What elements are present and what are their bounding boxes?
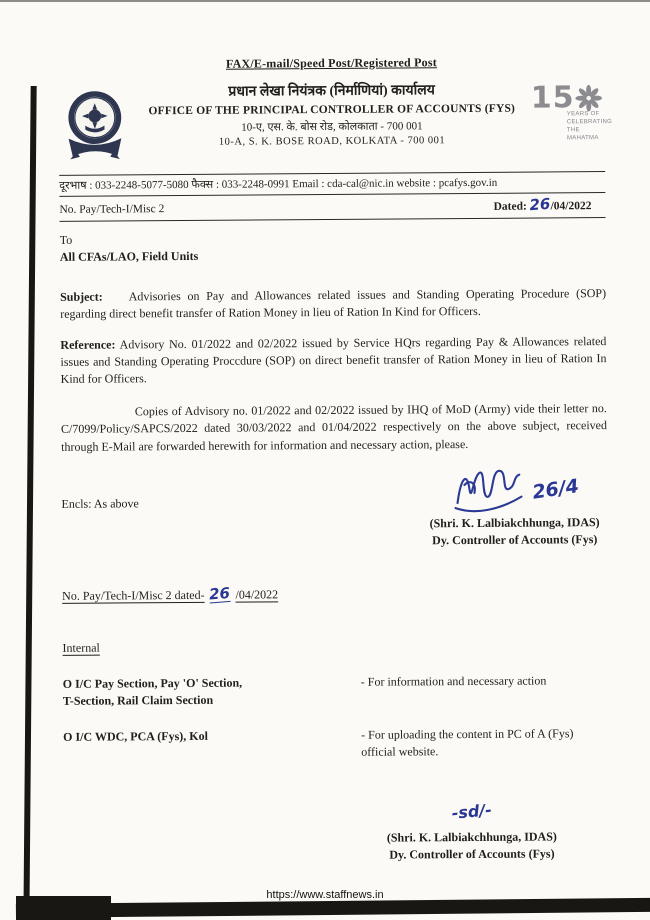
- distribution-purpose: - For uploading the content in PC of A (Fys) official website.: [361, 725, 574, 759]
- reference-row: [59, 193, 605, 222]
- reference-label: Reference:: [60, 337, 116, 352]
- contact-line: दूरभाष : 033-2248-5077-5080 फैक्स : 033-2248-0991 Email : cda-cal@nic.in website : pcafys.gov.in: [59, 171, 605, 197]
- signatory-designation: Dy. Controller of Accounts (Fys): [389, 846, 555, 862]
- reference-text: Advisory No. 01/2022 and 02/2022 issued by Service HQrs regarding Pay & Allowances related issues and Standing Operating Proccdure (SOP) on direct benefit transfer of Ration Money in lieu of Ration In Kind for Officers.: [60, 333, 607, 387]
- distribution-addressee: O I/C Pay Section, Pay 'O' Section, T-Section, Rail Claim Section: [62, 675, 243, 709]
- subject-text: Advisories on Pay and Allowances related issues and Standing Operating Procedure (SOP) regarding direct benefit transfer of Ration Money in lieu of Ration In Kind for Officers.: [60, 285, 607, 322]
- to-label: To: [59, 232, 73, 247]
- enclosures-note: Encls: As above: [61, 496, 139, 511]
- body-paragraph: Copies of Advisory no. 01/2022 and 02/2022 issued by IHQ of MoD (Army) vide their letter no. C/7099/Policy/SAPCS/2022 dated 30/03/2022 and 01/04/2022 respectively on the above subject, received through E-Mail are forwarded herewith for information and necessary action, please.: [60, 400, 608, 454]
- flower-icon: [574, 84, 602, 112]
- signatory-name: (Shri. K. Lalbiakchhunga, IDAS): [386, 828, 557, 845]
- handwritten-signature-date: 26/4: [530, 475, 580, 504]
- file-number: No. Pay/Tech-I/Misc 2: [59, 203, 165, 216]
- second-signature-block: [352, 800, 592, 865]
- badge-number: 15: [530, 80, 575, 116]
- endorsement-reference: [62, 581, 608, 607]
- distribution-addressee: O I/C WDC, PCA (Fys), Kol: [63, 728, 208, 744]
- letter-body: [60, 228, 610, 866]
- office-name-hindi: प्रधान लेखा नियंत्रक (निर्माणियां) कार्यालय: [228, 83, 435, 100]
- dated-label: Dated:: [493, 200, 527, 213]
- endorsement-ref-prefix: No. Pay/Tech-I/Misc 2 dated-: [62, 587, 205, 603]
- handwritten-day: 26: [529, 194, 552, 215]
- department-seal-icon: [59, 84, 136, 170]
- office-name-english: OFFICE OF THE PRINCIPAL CONTROLLER OF ACCOUNTS (FYS): [148, 102, 516, 118]
- subject-label: Subject:: [60, 289, 103, 304]
- enclosure-signature-row: [61, 462, 608, 553]
- internal-heading: Internal: [62, 641, 100, 656]
- delivery-modes-heading: FAX/E-mail/Speed Post/Registered Post: [225, 55, 437, 71]
- signatory-name: (Shri. K. Lalbiakchhunga, IDAS): [429, 515, 600, 531]
- reference-paragraph: [60, 333, 606, 389]
- endorsement-dated-rest: /04/2022: [235, 587, 279, 602]
- subject-paragraph: [60, 285, 606, 324]
- signature-scribble-icon: [450, 463, 528, 516]
- dated-field: [494, 195, 606, 214]
- addressee: All CFAs/LAO, Field Units: [59, 249, 199, 265]
- distribution-row: [63, 672, 609, 711]
- signatory-designation: Dy. Controller of Accounts (Fys): [432, 532, 598, 548]
- sd-mark: -sd/-: [450, 800, 493, 824]
- badge-caption: YEARS OF CELEBRATING THE MAHATMA: [566, 111, 613, 142]
- distribution-row: [63, 725, 609, 764]
- letterhead-text: [135, 82, 529, 151]
- signature-block: [429, 462, 600, 550]
- mahatma-150-logo: [529, 80, 613, 143]
- watermark-url: https://www.staffnews.in: [266, 889, 384, 901]
- distribution-purpose: - For information and necessary action: [360, 673, 547, 689]
- endorsement-handwritten-day: 26: [208, 583, 232, 604]
- letterhead: [59, 80, 613, 170]
- office-address-hindi: 10-ए, एस. के. बोस रोड, कोलकाता - 700 001: [241, 120, 423, 134]
- dated-rest: /04/2022: [550, 200, 592, 213]
- office-address-english: 10-A, S. K. BOSE ROAD, KOLKATA - 700 001: [218, 135, 446, 149]
